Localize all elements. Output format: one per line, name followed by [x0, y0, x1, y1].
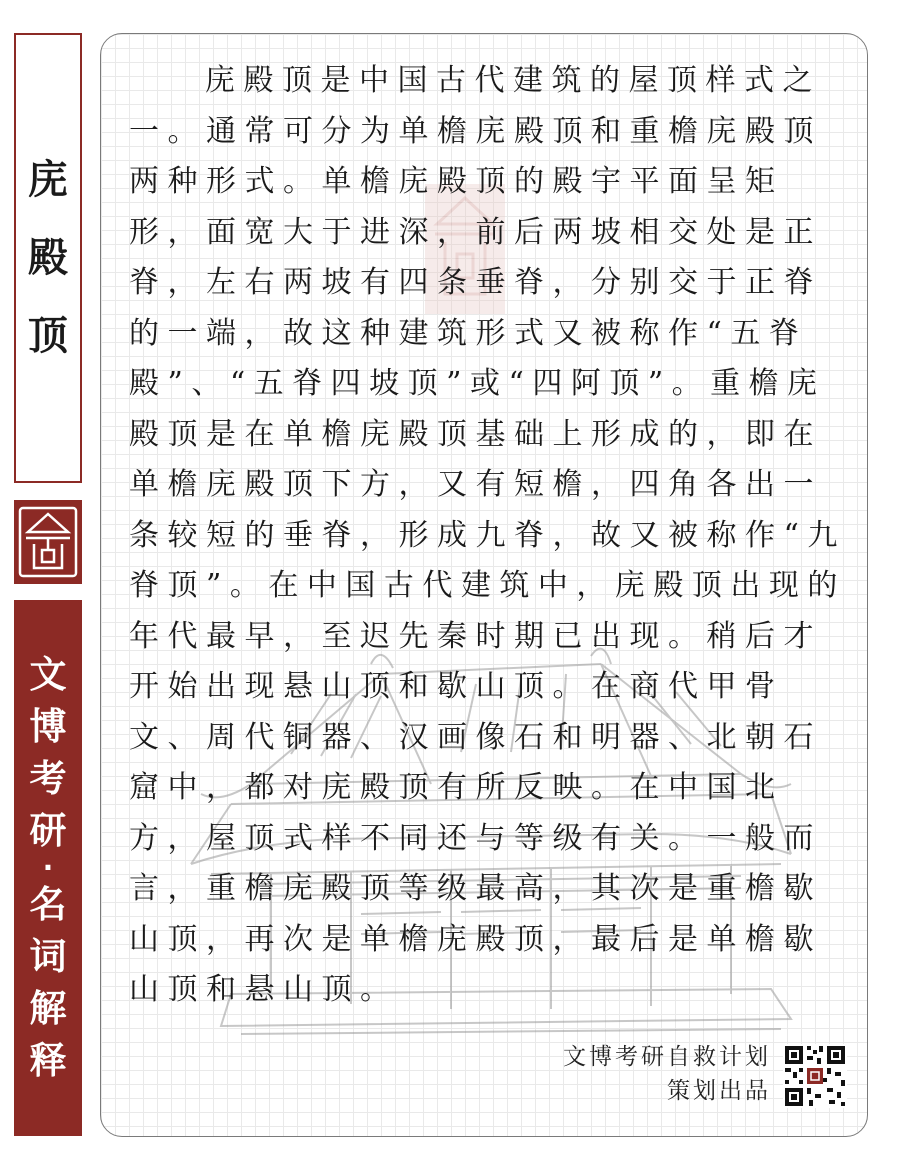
footer-line-2: 策划出品 — [667, 1078, 771, 1104]
series-char: 考 — [29, 757, 67, 800]
title-box — [14, 33, 82, 483]
title-char: 殿 — [28, 235, 68, 281]
footer-line-1: 文博考研自救计划 — [563, 1044, 771, 1070]
series-char: 释 — [29, 1039, 67, 1082]
footer-credit — [563, 1040, 771, 1108]
body-text: 庑殿顶是中国古代建筑的屋顶样式之一。通常可分为单檐庑殿顶和重檐庑殿顶两种形式。单檐庑殿顶的殿宇平面呈矩形，面宽大于进深，前后两坡相交处是正脊，左右两坡有四条垂脊，分别交于正脊的一端，故这种建筑形式又被称作“五脊殿”、“五脊四坡顶”或“四阿顶”。重檐庑殿顶是在单檐庑殿顶基础上形成的，即在单檐庑殿顶下方，又有短檐，四角各出一条较短的垂脊，形成九脊，故又被称作“九脊顶”。在中国古代建筑中，庑殿顶出现的年代最早，至迟先秦时期已出现。稍后才开始出现悬山顶和歇山顶。在商代甲骨文、周代铜器、汉画像石和明器、北朝石窟中，都对庑殿顶有所反映。在中国北方，屋顶式样不同还与等级有关。一般而言，重檐庑殿顶等级最高，其次是重檐歇山顶，再次是单檐庑殿顶，最后是单檐歇山顶和悬山顶。 — [129, 63, 846, 1007]
seal-stamp — [14, 500, 82, 584]
series-label — [14, 600, 82, 1136]
series-char: 词 — [29, 935, 67, 978]
series-char: 博 — [29, 705, 67, 748]
title-char: 顶 — [28, 313, 68, 359]
series-dot: · — [42, 851, 54, 884]
qr-code-icon — [783, 1044, 847, 1108]
series-char: 研 — [29, 809, 67, 852]
content-panel — [100, 33, 868, 1137]
footer — [563, 1040, 847, 1108]
title-char: 庑 — [28, 157, 68, 203]
seal-icon — [14, 500, 82, 584]
series-char: 名 — [29, 883, 67, 926]
series-char: 文 — [29, 653, 67, 696]
series-char: 解 — [29, 987, 67, 1030]
